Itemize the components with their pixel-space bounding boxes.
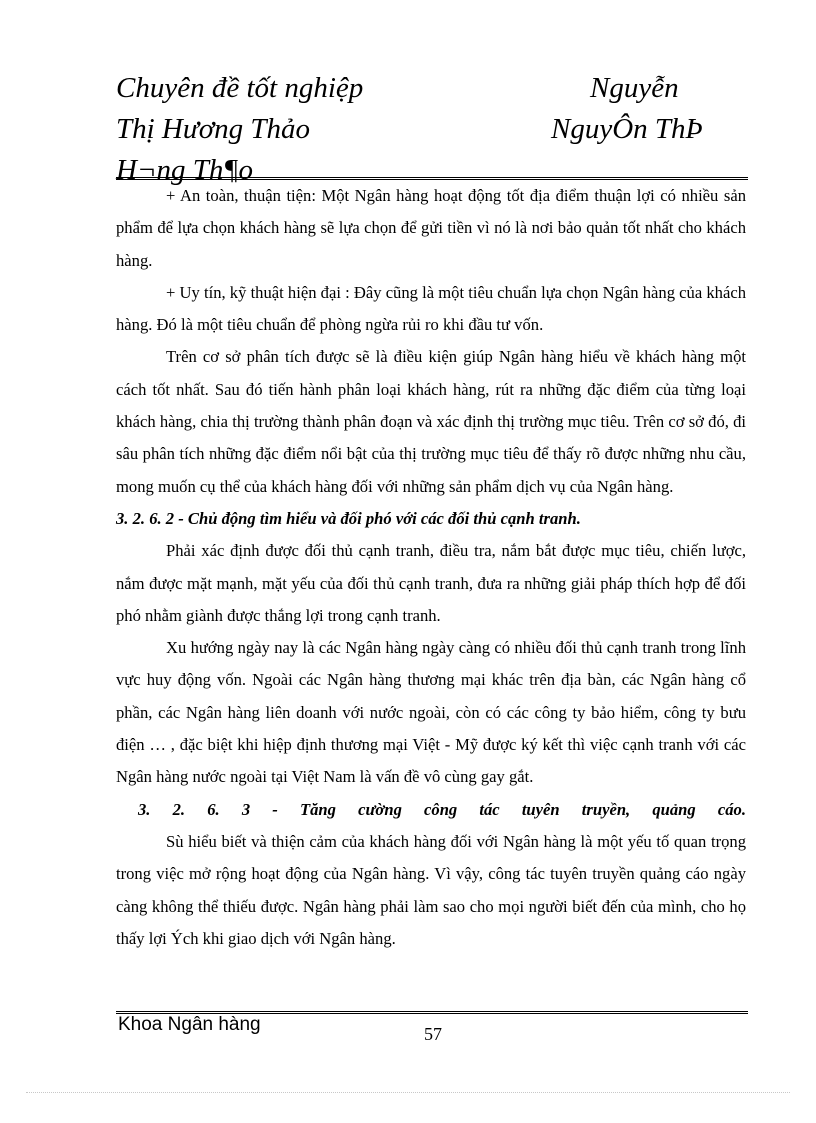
footer-department: Khoa Ngân hàng (118, 1014, 261, 1035)
paragraph-safety-convenience: + An toàn, thuận tiện: Một Ngân hàng hoạt động tốt địa điểm thuận lợi có nhiều sản phẩm để lựa chọn khách hàng sẽ lựa chọn để gửi tiền vì nó là nơi bảo quản tốt nhất cho khách hàng. (116, 186, 746, 270)
section-heading-competitors: 3. 2. 6. 2 - Chủ động tìm hiểu và đối phó với các đối thủ cạnh tranh. (116, 508, 581, 528)
page-body (116, 180, 746, 955)
section-heading-advertising: 3. 2. 6. 3 - Tăng cường công tác tuyên truyền, quảng cáo. (138, 799, 746, 819)
paragraph-advertising: Sù hiểu biết và thiện cảm của khách hàng đối với Ngân hàng là một yếu tố quan trọng trong việc mở rộng hoạt động của Ngân hàng. Vì vậy, công tác tuyên truyền quảng cáo ngày càng không thể thiếu được. Ngân hàng phải làm sao cho mọi người biết đến của mình, cho họ thấy lợi Ých khi giao dịch với Ngân hàng. (116, 831, 746, 948)
page-number: 57 (424, 1024, 442, 1044)
paragraph-competition-trend: Xu hướng ngày nay là các Ngân hàng ngày càng có nhiều đối thủ cạnh tranh trong lĩnh vực huy động vốn. Ngoài các Ngân hàng thương mại khác trên địa bàn, các Ngân hàng cổ phần, các Ngân hàng liên doanh với nước ngoài, còn có các công ty bảo hiểm, công ty bưu điện … , đặc biệt khi hiệp định thương mại Việt - Mỹ được ký kết thì việc cạnh tranh với các Ngân hàng nước ngoài tại Việt Nam là vấn đề vô cùng gay gắt. (116, 638, 746, 787)
header-author-garbled-1: NguyÔn ThÞ (551, 113, 704, 145)
header-author-part1: Nguyễn (590, 72, 679, 104)
header-author-part2: Thị Hương Thảo (116, 113, 311, 145)
page-edge-dotted-line (26, 1092, 790, 1093)
header-title: Chuyên đề tốt nghiệp (116, 72, 364, 104)
paragraph-reputation-technology: + Uy tín, kỹ thuật hiện đại : Đây cũng là một tiêu chuẩn lựa chọn Ngân hàng của khách hàng. Đó là một tiêu chuẩn để phòng ngừa rủi ro khi đầu tư vốn. (116, 282, 746, 335)
paragraph-customer-analysis: Trên cơ sở phân tích được sẽ là điều kiện giúp Ngân hàng hiểu về khách hàng một cách tốt nhất. Sau đó tiến hành phân loại khách hàng, rút ra những đặc điểm của từng loại khách hàng, chia thị trường thành phân đoạn và xác định thị trường mục tiêu. Trên cơ sở đó, đi sâu phân tích những đặc điểm nổi bật của thị trường mục tiêu để thấy rõ được những nhu cầu, mong muốn cụ thể của khách hàng đối với những sản phẩm dịch vụ của Ngân hàng. (116, 347, 746, 496)
paragraph-identify-competitors: Phải xác định được đối thủ cạnh tranh, điều tra, nắm bắt được mục tiêu, chiến lược, nắm được mặt mạnh, mặt yếu của đối thủ cạnh tranh, đưa ra những giải pháp thích hợp để đối phó nhằm giành được thắng lợi trong cạnh tranh. (116, 541, 746, 625)
page-header (116, 68, 756, 191)
header-author-garbled-2: H¬ng Th¶o (116, 154, 254, 186)
